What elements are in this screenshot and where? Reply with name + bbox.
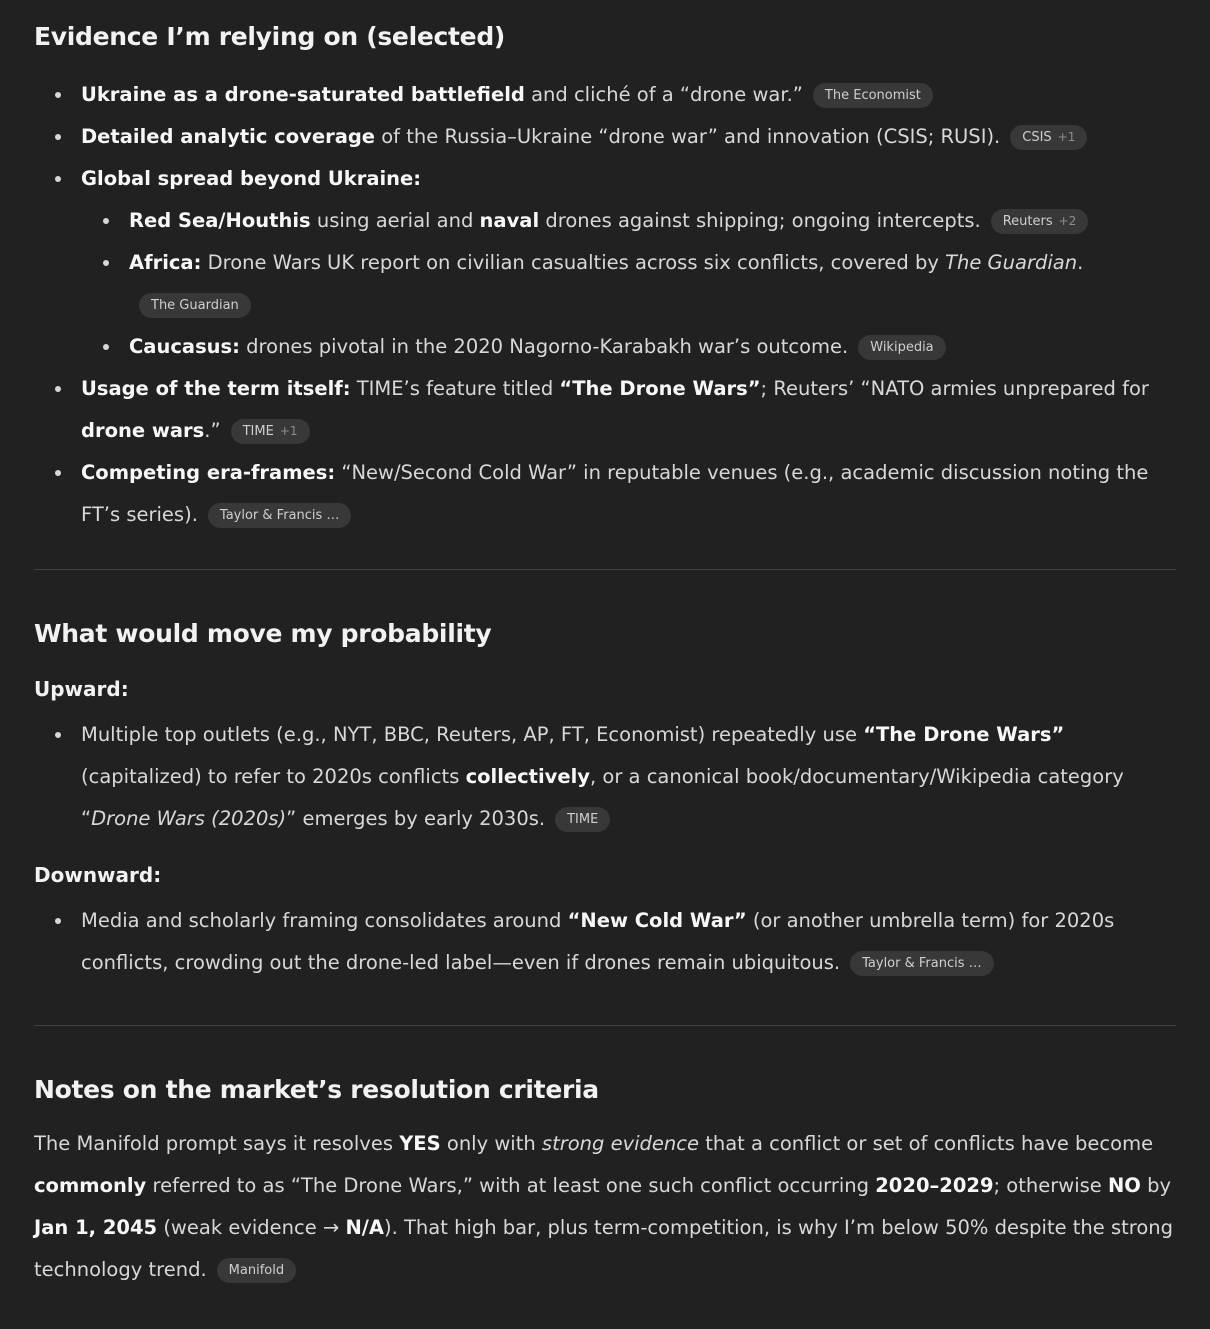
citation-badge-label: CSIS (1022, 130, 1052, 145)
bold-text: “The Drone Wars” (863, 723, 1065, 746)
probability-subsection (34, 675, 1176, 840)
subsection-list (34, 714, 1176, 840)
bold-text: Red Sea/Houthis (129, 209, 311, 232)
list-item (34, 116, 1176, 158)
bold-text: collectively (465, 765, 591, 788)
citation-badge-count: +2 (1058, 214, 1077, 228)
subsection-label: Upward: (34, 677, 129, 701)
citation-badge[interactable] (813, 83, 933, 108)
text: ). That high bar, plus term-competition, is why I’m below 50% despite the strong technology trend. (34, 1216, 1174, 1281)
text: The Manifold prompt says it resolves (34, 1132, 400, 1155)
citation-badge-count: +1 (1057, 130, 1076, 144)
italic-text: The Guardian (945, 251, 1078, 274)
text: ” emerges by early 2030s. (286, 807, 546, 830)
bold-text: commonly (34, 1174, 147, 1197)
list-item (34, 368, 1176, 452)
text: Multiple top outlets (e.g., NYT, BBC, Reuters, AP, FT, Economist) repeatedly use (81, 723, 864, 746)
subsection-list (34, 900, 1176, 984)
probability-subsections (34, 675, 1176, 984)
text: using aerial and (310, 209, 480, 232)
citation-badge[interactable] (991, 209, 1089, 234)
citation-badge[interactable] (858, 335, 945, 360)
section-resolution-notes (34, 1075, 1176, 1291)
section-probability-movers (34, 619, 1176, 984)
text: “New/Second Cold War” in reputable venues (e.g., academic discussion noting the FT’s series). (81, 461, 1149, 526)
text: ; Reuters’ “NATO armies unprepared for (760, 377, 1149, 400)
citation-badge-label: Taylor & Francis … (862, 956, 982, 971)
list-item (34, 900, 1176, 984)
text: of the Russia–Ukraine “drone war” and innovation (CSIS; RUSI). (375, 125, 1001, 148)
text: only with (440, 1132, 542, 1155)
citation-badge-label: The Guardian (151, 298, 239, 313)
bold-text: Competing era-frames: (81, 461, 336, 484)
text: drones against shipping; ongoing intercepts. (539, 209, 981, 232)
citation-badge-label: Wikipedia (870, 340, 934, 355)
text: (or another umbrella term) for 2020s conflicts, crowding out the drone-led label—even if drones remain ubiquitous. (81, 909, 1115, 974)
citation-badge[interactable] (1010, 125, 1087, 150)
text: by (1140, 1174, 1172, 1197)
citation-badge-label: TIME (567, 812, 599, 827)
citation-badge-label: TIME (242, 424, 274, 439)
citation-badge-label: Taylor & Francis … (219, 508, 340, 523)
nested-list (81, 200, 1176, 368)
evidence-section-title: Evidence I’m relying on (selected) (34, 22, 506, 51)
bold-text: NO (1107, 1174, 1141, 1197)
bold-text: YES (399, 1132, 441, 1155)
citation-badge[interactable] (555, 807, 610, 832)
text: .” (204, 419, 221, 442)
probability-subsection (34, 861, 1176, 984)
citation-badge[interactable] (850, 951, 994, 976)
text: Media and scholarly framing consolidates around (81, 909, 568, 932)
bold-text: N/A (345, 1216, 385, 1239)
citation-badge[interactable] (208, 503, 352, 528)
bold-text: drone wars (81, 419, 205, 442)
text: TIME’s feature titled (350, 377, 560, 400)
bold-text: Global spread beyond Ukraine: (81, 167, 422, 190)
section-divider (34, 569, 1176, 570)
list-item (81, 326, 1176, 368)
list-item (34, 714, 1176, 840)
text: (capitalized) to refer to 2020s conflicts (81, 765, 466, 788)
resolution-notes-paragraph (34, 1123, 1176, 1291)
resolution-notes-title: Notes on the market’s resolution criteria (34, 1075, 599, 1104)
bold-text: Jan 1, 2045 (34, 1216, 158, 1239)
bold-text: Detailed analytic coverage (81, 125, 376, 148)
text: . (1077, 251, 1084, 274)
list-item (81, 200, 1176, 242)
bold-text: “The Drone Wars” (559, 377, 761, 400)
bold-text: 2020–2029 (875, 1174, 994, 1197)
bold-text: Caucasus: (129, 335, 240, 358)
bold-text: Africa: (129, 251, 202, 274)
section-evidence (34, 22, 1176, 536)
text: drones pivotal in the 2020 Nagorno-Karabakh war’s outcome. (239, 335, 849, 358)
list-item (81, 242, 1176, 326)
citation-badge[interactable] (231, 419, 310, 444)
subsection-label: Downward: (34, 863, 162, 887)
evidence-list (34, 74, 1176, 536)
list-item (34, 452, 1176, 536)
section-divider (34, 1025, 1176, 1026)
citation-badge-label: The Economist (824, 88, 921, 103)
text: Drone Wars UK report on civilian casualties across six conflicts, covered by (201, 251, 946, 274)
italic-text: Drone Wars (2020s) (91, 807, 287, 830)
text: and cliché of a “drone war.” (524, 83, 803, 106)
text: (weak evidence → (157, 1216, 346, 1239)
text: that a conflict or set of conflicts have become (699, 1132, 1154, 1155)
list-item (34, 158, 1176, 368)
bold-text: Usage of the term itself: (81, 377, 351, 400)
bold-text: naval (479, 209, 540, 232)
citation-badge-label: Reuters (1002, 214, 1053, 229)
bold-text: “New Cold War” (567, 909, 747, 932)
bold-text: Ukraine as a drone-saturated battlefield (81, 83, 525, 106)
text: , or a canonical book/documentary/Wikipedia category “ (81, 765, 1124, 830)
text: ; otherwise (993, 1174, 1108, 1197)
citation-badge[interactable] (217, 1258, 296, 1283)
citation-badge-count: +1 (279, 424, 298, 438)
citation-badge-label: Manifold (228, 1263, 285, 1278)
citation-badge[interactable] (139, 293, 251, 318)
probability-section-title: What would move my probability (34, 619, 492, 648)
italic-text: strong evidence (541, 1132, 700, 1155)
list-item (34, 74, 1176, 116)
text: referred to as “The Drone Wars,” with at least one such conflict occurring (146, 1174, 876, 1197)
